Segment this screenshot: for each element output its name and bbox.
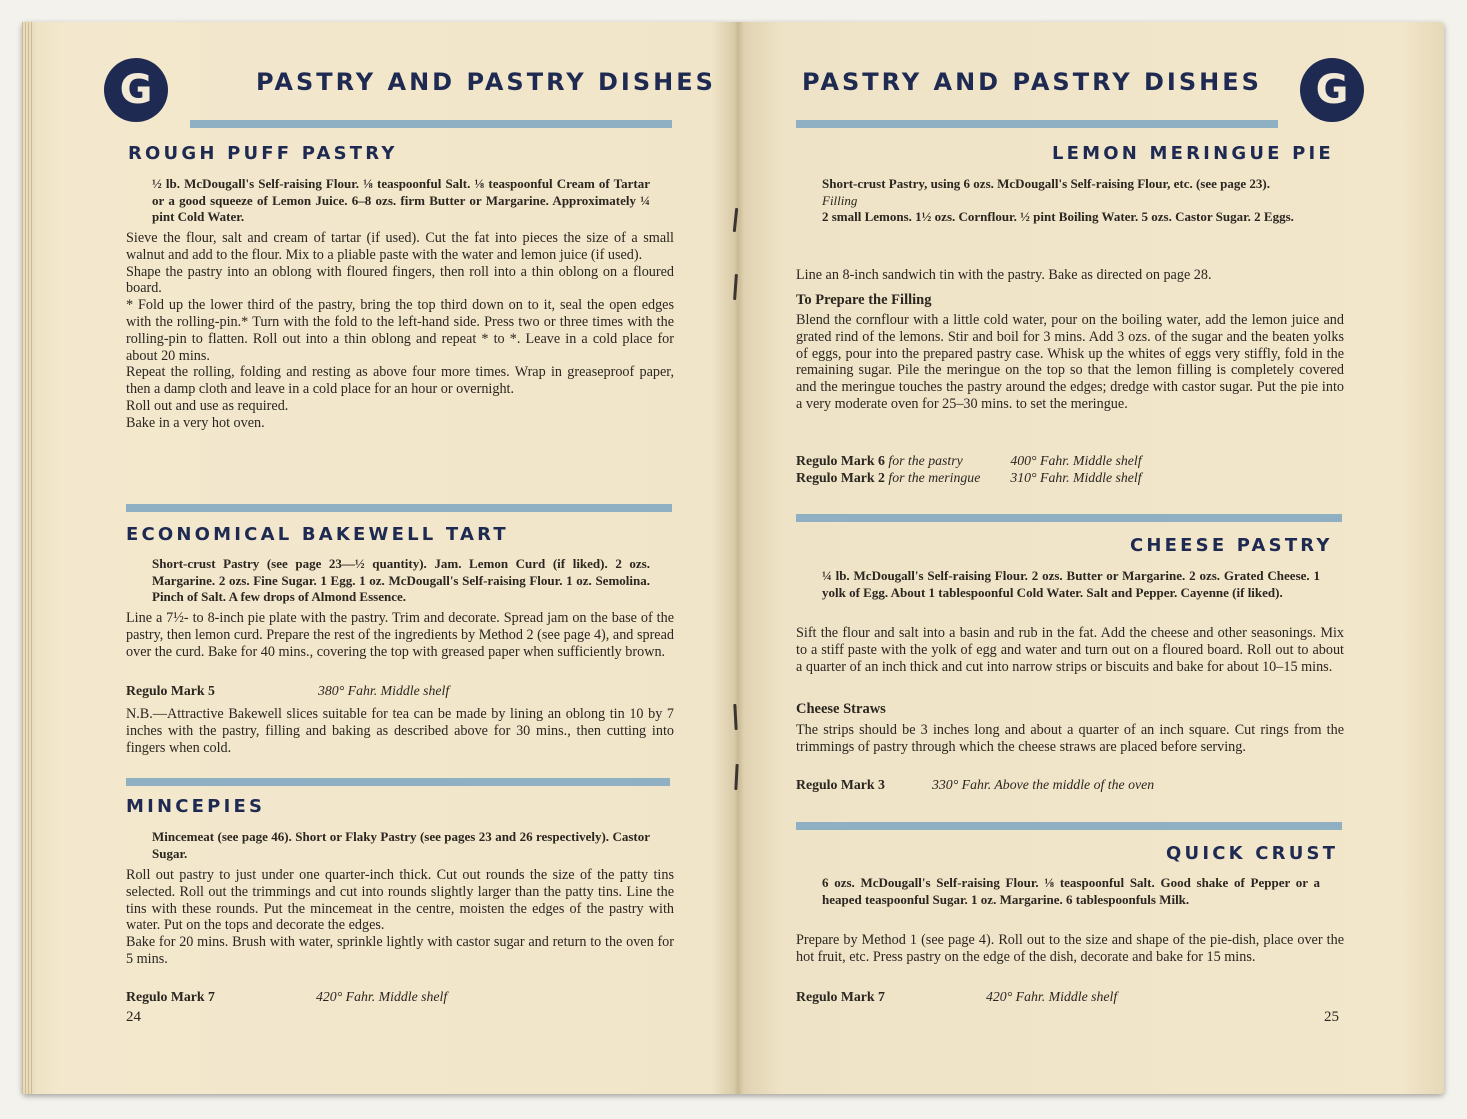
cheese-pastry-method: Sift the flour and salt into a basin and rub in the fat. Add the cheese and other seasonings. Mix to a stiff paste with the yolk of egg and water and turn out on a floured board. Roll out to about a quarter of an inch thick and cut into narrow strips or biscuits and bake for about 10–15 mins. [796,625,1344,675]
header-rule [796,120,1278,128]
section-rule [126,778,670,786]
quick-crust-regulo [796,989,1117,1005]
lemon-regulo-meringue [796,470,1142,486]
page-number: 25 [1324,1009,1339,1025]
section-rule [796,822,1342,830]
mincepies-title: MINCEPIES [126,796,266,817]
regulo-mark: Regulo Mark 7 [126,989,215,1004]
regulo-temperature: 420° Fahr. Middle shelf [316,989,448,1004]
lemon-meringue-method: Line an 8-inch sandwich tin with the pastry. Bake as directed on page 28. [796,267,1212,283]
rough-puff-para-4: Repeat the rolling, folding and resting as above four more times. Wrap in greaseproof paper, then a damp cloth and leave in a cold place for an hour or overnight. [126,364,674,398]
bakewell-note: N.B.—Attractive Bakewell slices suitable for tea can be made by lining an oblong tin 10 by 7 inches with the pastry, filling and baking as described above for 30 mins., then cutting into fingers when cold. [126,706,674,756]
quick-crust-ingredients: 6 ozs. McDougall's Self-raising Flour. ⅛ teaspoonful Salt. Good shake of Pepper or a heaped teaspoonful Sugar. 1 oz. Margarine. 6 tablespoonfuls Milk. [822,875,1320,907]
quick-crust-method: Prepare by Method 1 (see page 4). Roll out to the size and shape of the pie-dish, place over the hot fruit, etc. Press pastry on the edge of the dish, decorate and bake for 15 mins. [796,932,1344,965]
bakewell-ingredients: Short-crust Pastry (see page 23—½ quantity). Jam. Lemon Curd (if liked). 2 ozs. Margarine. 2 ozs. Fine Sugar. 1 Egg. 1 oz. McDougall's Self-raising Flour. 1 oz. Semolina. Pinch of Salt. A few drops of Almond Essence. [152,556,650,604]
regulo-purpose: for the pastry [888,453,963,468]
rough-puff-title: ROUGH PUFF PASTRY [128,143,398,164]
left-page [22,22,738,1094]
lemon-ingredients-filling: 2 small Lemons. 1½ ozs. Cornflour. ½ pint Boiling Water. 5 ozs. Castor Sugar. 2 Eggs. [822,209,1294,224]
regulo-temperature: 380° Fahr. Middle shelf [318,683,450,698]
cheese-pastry-ingredients: ¼ lb. McDougall's Self-raising Flour. 2 ozs. Butter or Margarine. 2 ozs. Grated Cheese. 1 yolk of Egg. About 1 tablespoonful Cold Water. Salt and Pepper. Cayenne (if liked). [822,568,1320,600]
rough-puff-para-1: Sieve the flour, salt and cream of tartar (if used). Cut the fat into pieces the size of a small walnut and add to the flour. Mix to a pliable paste with the water and lemon juice (if used). [126,230,674,263]
lemon-regulo-pastry [796,453,1142,469]
page-number: 24 [126,1009,141,1025]
cheese-straws-subhead: Cheese Straws [796,701,886,717]
section-rule [796,514,1342,522]
mincepies-method [126,867,674,968]
regulo-temperature: 310° Fahr. Middle shelf [1010,470,1142,485]
right-page [738,22,1444,1094]
lemon-filling-method: Blend the cornflour with a little cold water, pour on the boiling water, add the lemon juice and grated rind of the lemons. Stir and boil for 3 mins. Add 3 ozs. of the sugar and the beaten yolks of eggs, pour into the prepared pastry case. Whisk up the whites of eggs very stiffly, fold in the remaining sugar. Pile the meringue on the top so that the lemon filling is completely covered and the meringue touches the pastry around the edges; dredge with castor sugar. Put the pie into a very moderate oven for 25–30 mins. to set the meringue. [796,312,1344,412]
regulo-mark: Regulo Mark 6 [796,453,885,468]
lemon-meringue-ingredients [822,176,1320,226]
page-header: PASTRY AND PASTRY DISHES [802,68,1262,96]
rough-puff-para-5: Roll out and use as required. [126,397,289,414]
section-rule [126,504,672,512]
mincepies-para-2: Bake for 20 mins. Brush with water, sprinkle lightly with castor sugar and return to the oven for 5 mins. [126,934,674,967]
mincepies-regulo [126,989,447,1005]
filling-label: Filling [822,192,858,208]
rough-puff-ingredients: ½ lb. McDougall's Self-raising Flour. ⅛ teaspoonful Salt. ⅛ teaspoonful Cream of Tartar or a good squeeze of Lemon Juice. 6–8 ozs. firm Butter or Margarine. Approximately ¼ pint Cold Water. [152,176,650,224]
quick-crust-title: QUICK CRUST [1166,843,1339,864]
regulo-mark: Regulo Mark 5 [126,683,215,698]
lemon-meringue-title: LEMON MERINGUE PIE [1052,143,1334,164]
rough-puff-method [126,230,674,432]
mincepies-ingredients: Mincemeat (see page 46). Short or Flaky Pastry (see pages 23 and 26 respectively). Castor Sugar. [152,829,650,861]
cheese-straws-method: The strips should be 3 inches long and about a quarter of an inch square. Cut rings from the trimmings of pastry through which the cheese straws are placed before serving. [796,722,1344,755]
mincepies-para-1: Roll out pastry to just under one quarter-inch thick. Cut out rounds the size of the patty tins selected. Roll out the trimmings and cut into rounds slightly larger than the patty tins. Line the tins with these rounds. Put the mincemeat in the centre, moisten the edges of the pastry with water. Put on the tops and decorate the edges. [126,867,674,934]
section-g-badge: G [1300,58,1364,122]
rough-puff-para-2: Shape the pastry into an oblong with floured fingers, then roll into a thin oblong on a floured board. [126,263,674,297]
regulo-mark: Regulo Mark 7 [796,989,885,1004]
rough-puff-para-6: Bake in a very hot oven. [126,414,265,431]
to-prepare-filling-subhead: To Prepare the Filling [796,292,932,308]
bakewell-title: ECONOMICAL BAKEWELL TART [126,524,509,545]
header-rule [190,120,672,128]
bakewell-method: Line a 7½- to 8-inch pie plate with the pastry. Trim and decorate. Spread jam on the base of the pastry, then lemon curd. Prepare the rest of the ingredients by Method 2 (see page 4), and spread over the curd. Bake for 40 mins., covering the top with greased paper when sufficiently brown. [126,610,674,660]
rough-puff-para-3: * Fold up the lower third of the pastry, bring the top third down on to it, seal the open edges with the rolling-pin.* Turn with the fold to the left-hand side. Press two or three times with the rolling-pin to flatten. Roll out into a thin oblong and repeat * to *. Leave in a cold place for about 20 mins. [126,297,674,364]
cheese-pastry-title: CHEESE PASTRY [1130,535,1333,556]
open-book [22,22,1444,1094]
regulo-mark: Regulo Mark 2 [796,470,885,485]
regulo-temperature: 420° Fahr. Middle shelf [986,989,1118,1004]
section-g-badge: G [104,58,168,122]
bakewell-regulo [126,683,449,699]
cheese-regulo [796,777,1154,793]
lemon-ingredients-pastry: Short-crust Pastry, using 6 ozs. McDougall's Self-raising Flour, etc. (see page 23). [822,176,1270,191]
page-edge [22,22,32,1094]
regulo-temperature: 400° Fahr. Middle shelf [1010,453,1142,468]
regulo-mark: Regulo Mark 3 [796,777,885,792]
regulo-temperature: 330° Fahr. Above the middle of the oven [932,777,1155,792]
page-header: PASTRY AND PASTRY DISHES [256,68,716,96]
regulo-purpose: for the meringue [888,470,981,485]
